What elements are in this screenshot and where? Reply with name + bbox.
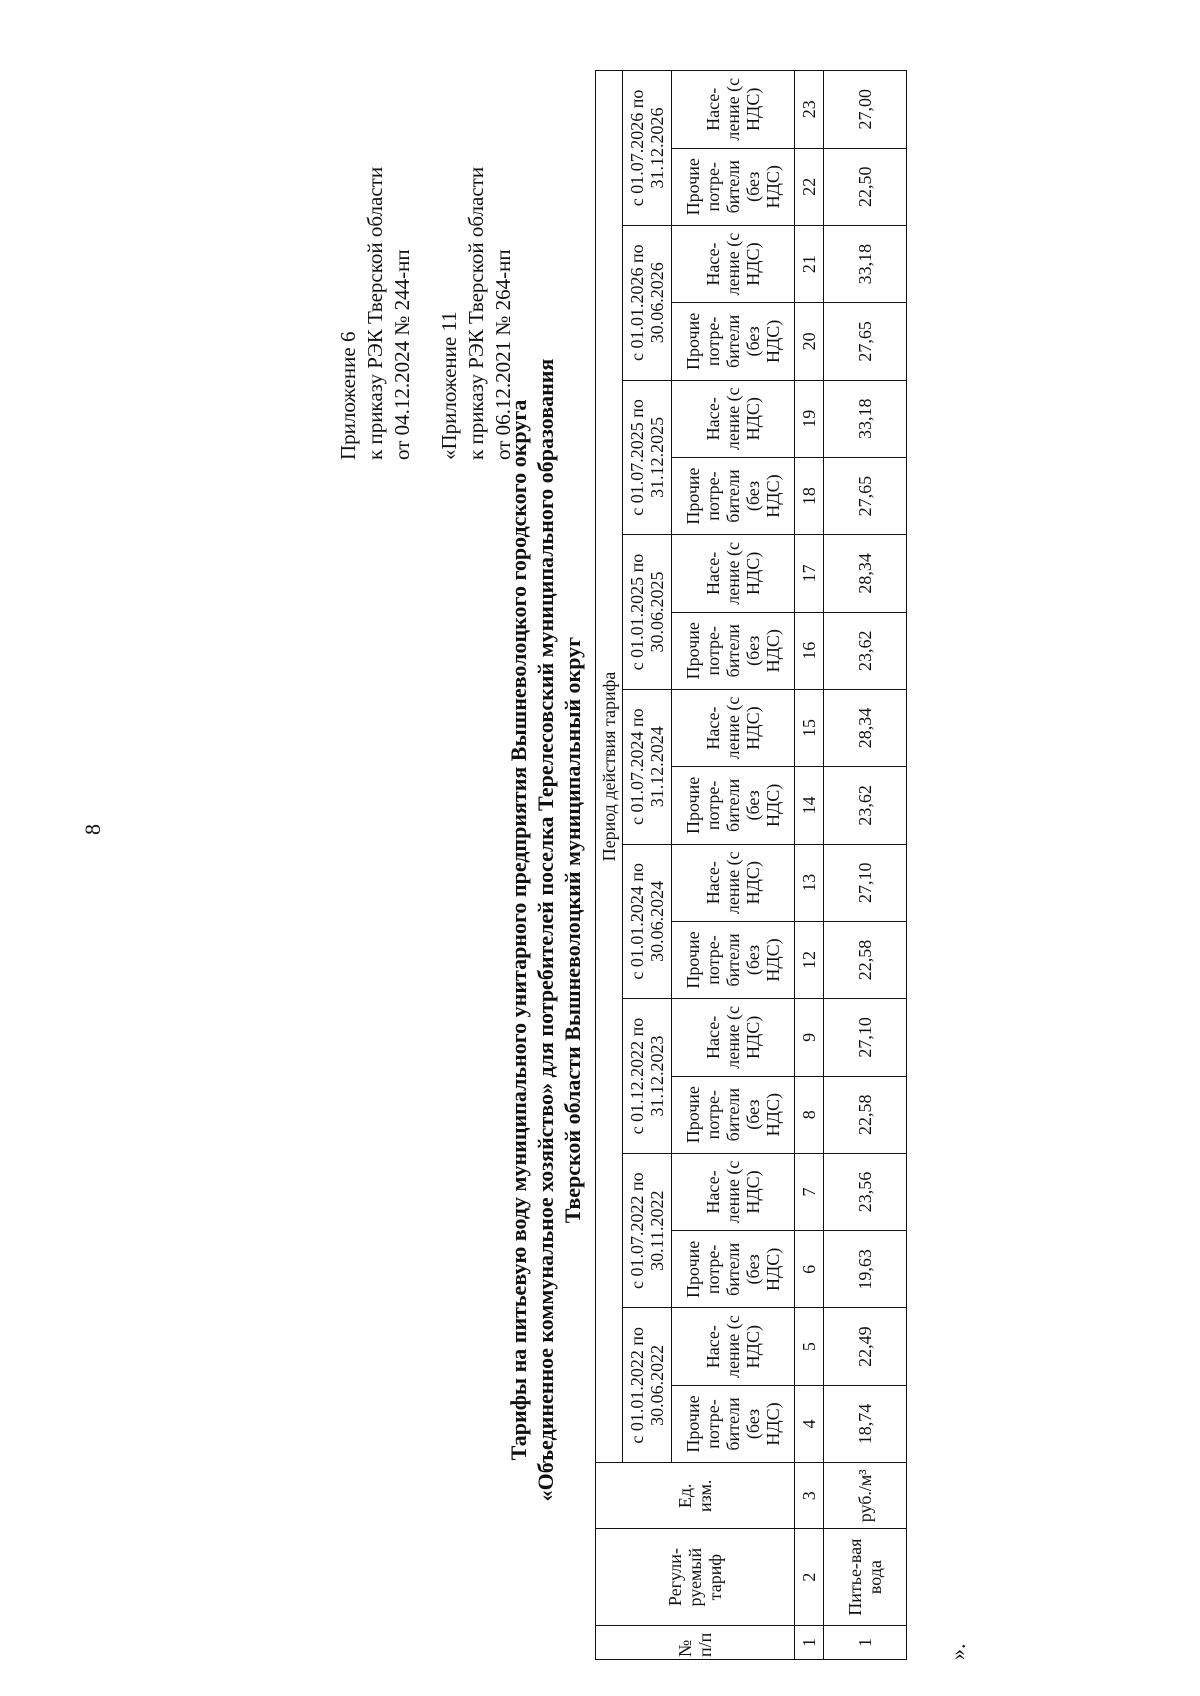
tariff-value: 28,34	[824, 535, 907, 612]
reference-line: к приказу РЭК Тверской области	[363, 166, 387, 460]
consumer-type-row	[672, 71, 795, 1660]
period-header: с 01.01.2025 по 30.06.2025	[623, 535, 672, 690]
header-tariff: Регули-руемый тариф	[596, 1529, 795, 1625]
reference-line: «Приложение 11	[437, 311, 461, 460]
row-tariff: Питье-вая вода	[824, 1529, 907, 1625]
header-unit: Ед. изм.	[596, 1463, 795, 1529]
document-sheet	[335, 68, 975, 1660]
period-dates-row	[623, 71, 672, 1660]
other-consumers-header: Прочие потре-бители (без НДС)	[672, 767, 795, 844]
tariff-value: 23,62	[824, 767, 907, 844]
population-header: Насе-ление (с НДС)	[672, 535, 795, 612]
page-number: 8	[80, 824, 105, 835]
row-number: 1	[824, 1625, 907, 1659]
other-consumers-header: Прочие потре-бители (без НДС)	[672, 457, 795, 534]
period-header: с 01.07.2024 по 31.12.2024	[623, 689, 672, 844]
column-number: 21	[795, 225, 824, 302]
tariff-value: 33,18	[824, 225, 907, 302]
title-line: «Объединенное коммунальное хозяйство» для потребителей поселка Терелесовский муниципального образования	[533, 358, 558, 1502]
closing-quote: ».	[945, 1643, 970, 1660]
column-number: 2	[795, 1529, 824, 1625]
column-number: 19	[795, 380, 824, 457]
reference-line: от 04.12.2024 № 244-нп	[390, 249, 414, 460]
period-header: с 01.07.2026 по 31.12.2026	[623, 71, 672, 226]
header-no: № п/п	[596, 1625, 795, 1659]
column-number: 12	[795, 921, 824, 998]
tariff-value: 18,74	[824, 1385, 907, 1462]
tariff-value: 27,10	[824, 999, 907, 1076]
tariff-value: 33,18	[824, 380, 907, 457]
tariff-value: 27,65	[824, 303, 907, 380]
period-header: с 01.01.2022 по 30.06.2022	[623, 1308, 672, 1463]
reference-line: от 06.12.2021 № 264-нп	[491, 249, 515, 460]
table-row	[824, 71, 907, 1660]
population-header: Насе-ление (с НДС)	[672, 1153, 795, 1230]
column-number: 4	[795, 1385, 824, 1462]
table-header-row	[596, 71, 623, 1660]
column-number: 9	[795, 999, 824, 1076]
column-number: 17	[795, 535, 824, 612]
period-header: с 01.12.2022 по 31.12.2023	[623, 999, 672, 1154]
header-period: Период действия тарифа	[596, 71, 623, 1463]
other-consumers-header: Прочие потре-бители (без НДС)	[672, 303, 795, 380]
document-title	[505, 280, 586, 1580]
tariff-value: 27,65	[824, 457, 907, 534]
column-number: 7	[795, 1153, 824, 1230]
column-number: 18	[795, 457, 824, 534]
tariff-value: 27,00	[824, 71, 907, 149]
title-line: Тверской области Вышневолоцкий муниципальный округ	[560, 636, 585, 1224]
column-number: 6	[795, 1231, 824, 1308]
period-header: с 01.01.2024 по 30.06.2024	[623, 844, 672, 999]
population-header: Насе-ление (с НДС)	[672, 689, 795, 766]
population-header: Насе-ление (с НДС)	[672, 844, 795, 921]
reference-line: к приказу РЭК Тверской области	[464, 166, 488, 460]
column-number: 23	[795, 71, 824, 149]
other-consumers-header: Прочие потре-бители (без НДС)	[672, 1076, 795, 1153]
other-consumers-header: Прочие потре-бители (без НДС)	[672, 148, 795, 225]
other-consumers-header: Прочие потре-бители (без НДС)	[672, 612, 795, 689]
other-consumers-header: Прочие потре-бители (без НДС)	[672, 921, 795, 998]
tariff-value: 22,58	[824, 1076, 907, 1153]
column-number: 13	[795, 844, 824, 921]
tariff-value: 27,10	[824, 844, 907, 921]
column-number: 5	[795, 1308, 824, 1385]
tariff-value: 23,56	[824, 1153, 907, 1230]
tariff-value: 22,50	[824, 148, 907, 225]
tariff-value: 28,34	[824, 689, 907, 766]
row-unit: руб./м³	[824, 1463, 907, 1529]
period-header: с 01.07.2025 по 31.12.2025	[623, 380, 672, 535]
reference-line: Приложение 6	[336, 331, 360, 460]
period-header: с 01.01.2026 по 30.06.2026	[623, 225, 672, 380]
tariff-value: 19,63	[824, 1231, 907, 1308]
population-header: Насе-ление (с НДС)	[672, 71, 795, 149]
column-number: 8	[795, 1076, 824, 1153]
column-number: 14	[795, 767, 824, 844]
population-header: Насе-ление (с НДС)	[672, 1308, 795, 1385]
column-number-row	[795, 71, 824, 1660]
column-number: 20	[795, 303, 824, 380]
tariff-value: 22,49	[824, 1308, 907, 1385]
column-number: 22	[795, 148, 824, 225]
population-header: Насе-ление (с НДС)	[672, 380, 795, 457]
tariff-value: 22,58	[824, 921, 907, 998]
population-header: Насе-ление (с НДС)	[672, 225, 795, 302]
column-number: 15	[795, 689, 824, 766]
tariff-table	[595, 70, 907, 1660]
appendix-6-reference	[335, 100, 416, 460]
other-consumers-header: Прочие потре-бители (без НДС)	[672, 1231, 795, 1308]
population-header: Насе-ление (с НДС)	[672, 999, 795, 1076]
column-number: 16	[795, 612, 824, 689]
column-number: 3	[795, 1463, 824, 1529]
column-number: 1	[795, 1625, 824, 1659]
title-line: Тарифы на питьевую воду муниципального унитарного предприятия Вышневолоцкого городского округа	[506, 399, 531, 1461]
tariff-value: 23,62	[824, 612, 907, 689]
other-consumers-header: Прочие потре-бители (без НДС)	[672, 1385, 795, 1462]
period-header: с 01.07.2022 по 30.11.2022	[623, 1153, 672, 1308]
